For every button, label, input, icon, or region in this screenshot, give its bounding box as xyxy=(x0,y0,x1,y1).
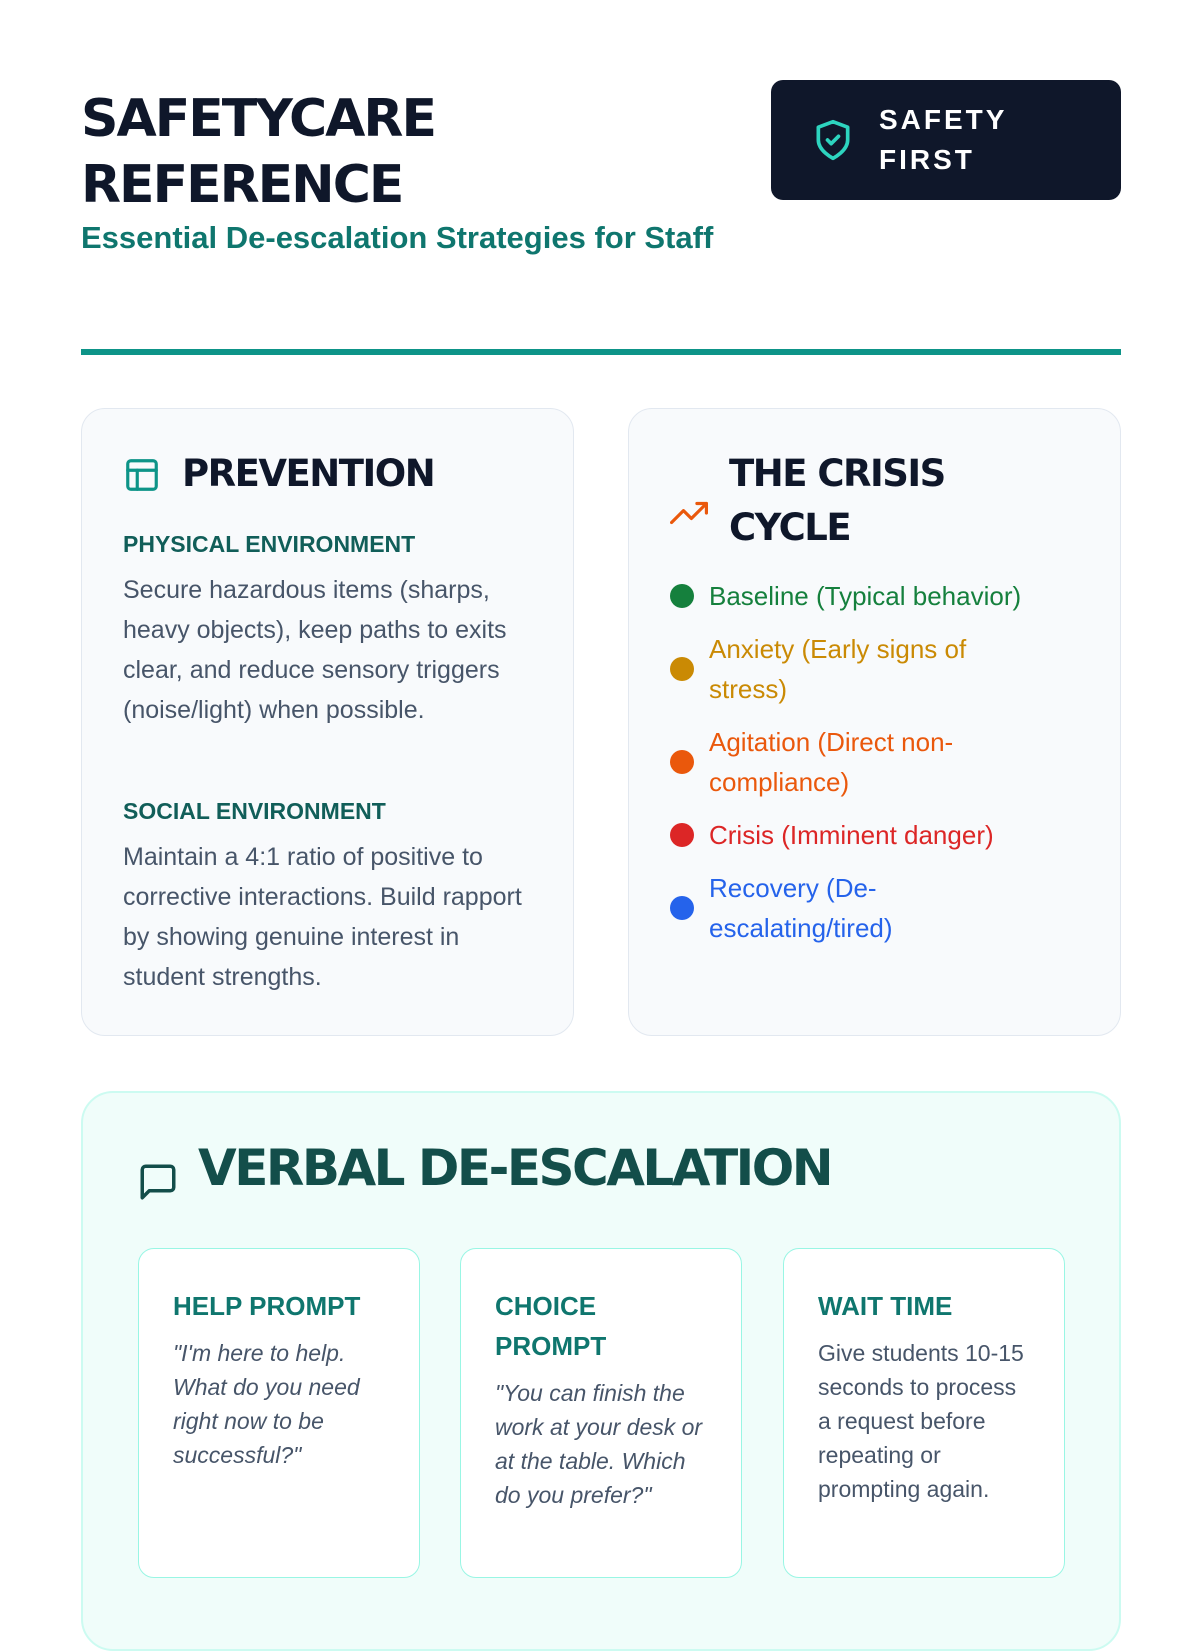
stage-label: Anxiety (Early signs of stress) xyxy=(709,634,967,704)
stage-dot xyxy=(670,584,694,608)
header-divider xyxy=(81,349,1121,355)
stage-dot xyxy=(670,823,694,847)
badge-label xyxy=(879,100,1007,180)
page-title xyxy=(81,86,435,218)
message-square-icon xyxy=(137,1161,179,1203)
prevention-heading: PREVENTION xyxy=(182,452,435,495)
title-line-1: SAFETYCARE xyxy=(81,89,435,149)
social-environment-heading: SOCIAL ENVIRONMENT xyxy=(123,798,386,824)
stage-dot xyxy=(670,750,694,774)
title-line-2: REFERENCE xyxy=(81,155,403,215)
trending-up-icon xyxy=(670,494,708,532)
stage-label: Baseline (Typical behavior) xyxy=(709,581,1022,611)
badge-line-2: FIRST xyxy=(879,144,975,175)
stage-recovery xyxy=(670,868,1090,948)
crisis-heading-line-2: CYCLE xyxy=(729,506,851,549)
wait-time-title: WAIT TIME xyxy=(818,1291,953,1321)
page-subtitle: Essential De-escalation Strategies for Staff xyxy=(81,220,714,255)
choice-prompt-card xyxy=(460,1248,742,1578)
physical-environment-heading: PHYSICAL ENVIRONMENT xyxy=(123,531,416,557)
wait-time-text: Give students 10-15 seconds to process a request before repeating or prompting again. xyxy=(818,1340,1024,1502)
stage-label: Crisis (Imminent danger) xyxy=(709,820,994,850)
safety-first-badge xyxy=(771,80,1121,200)
layout-icon xyxy=(123,456,161,494)
stage-baseline xyxy=(670,576,1090,616)
social-environment-text: Maintain a 4:1 ratio of positive to corrective interactions. Build rapport by showing genuine interest in student strengths. xyxy=(123,843,522,991)
wait-time-card xyxy=(783,1248,1065,1578)
choice-prompt-text: "You can finish the work at your desk or at the table. Which do you prefer?" xyxy=(495,1380,703,1508)
help-prompt-title: HELP PROMPT xyxy=(173,1291,361,1321)
prevention-card xyxy=(81,408,574,1036)
stage-label: Agitation (Direct non-compliance) xyxy=(709,727,954,797)
help-prompt-card xyxy=(138,1248,420,1578)
stage-anxiety xyxy=(670,629,1090,709)
crisis-heading-line-1: THE CRISIS xyxy=(729,452,945,495)
choice-prompt-title: CHOICE PROMPT xyxy=(495,1291,607,1361)
stage-label: Recovery (De-escalating/tired) xyxy=(709,873,893,943)
verbal-deescalation-section xyxy=(81,1091,1121,1651)
stage-agitation xyxy=(670,722,1090,802)
crisis-stage-list xyxy=(670,576,1090,961)
crisis-cycle-card xyxy=(628,408,1121,1036)
stage-dot xyxy=(670,896,694,920)
stage-dot xyxy=(670,657,694,681)
crisis-cycle-heading xyxy=(729,447,945,555)
verbal-deescalation-heading: VERBAL DE-ESCALATION xyxy=(198,1139,832,1197)
help-prompt-text: "I'm here to help. What do you need right now to be successful?" xyxy=(173,1340,360,1468)
header xyxy=(81,80,1121,355)
badge-line-1: SAFETY xyxy=(879,104,1008,135)
physical-environment-text: Secure hazardous items (sharps, heavy objects), keep paths to exits clear, and reduce sensory triggers (noise/light) when possible. xyxy=(123,576,507,724)
stage-crisis xyxy=(670,815,1090,855)
shield-check-icon xyxy=(811,117,855,163)
